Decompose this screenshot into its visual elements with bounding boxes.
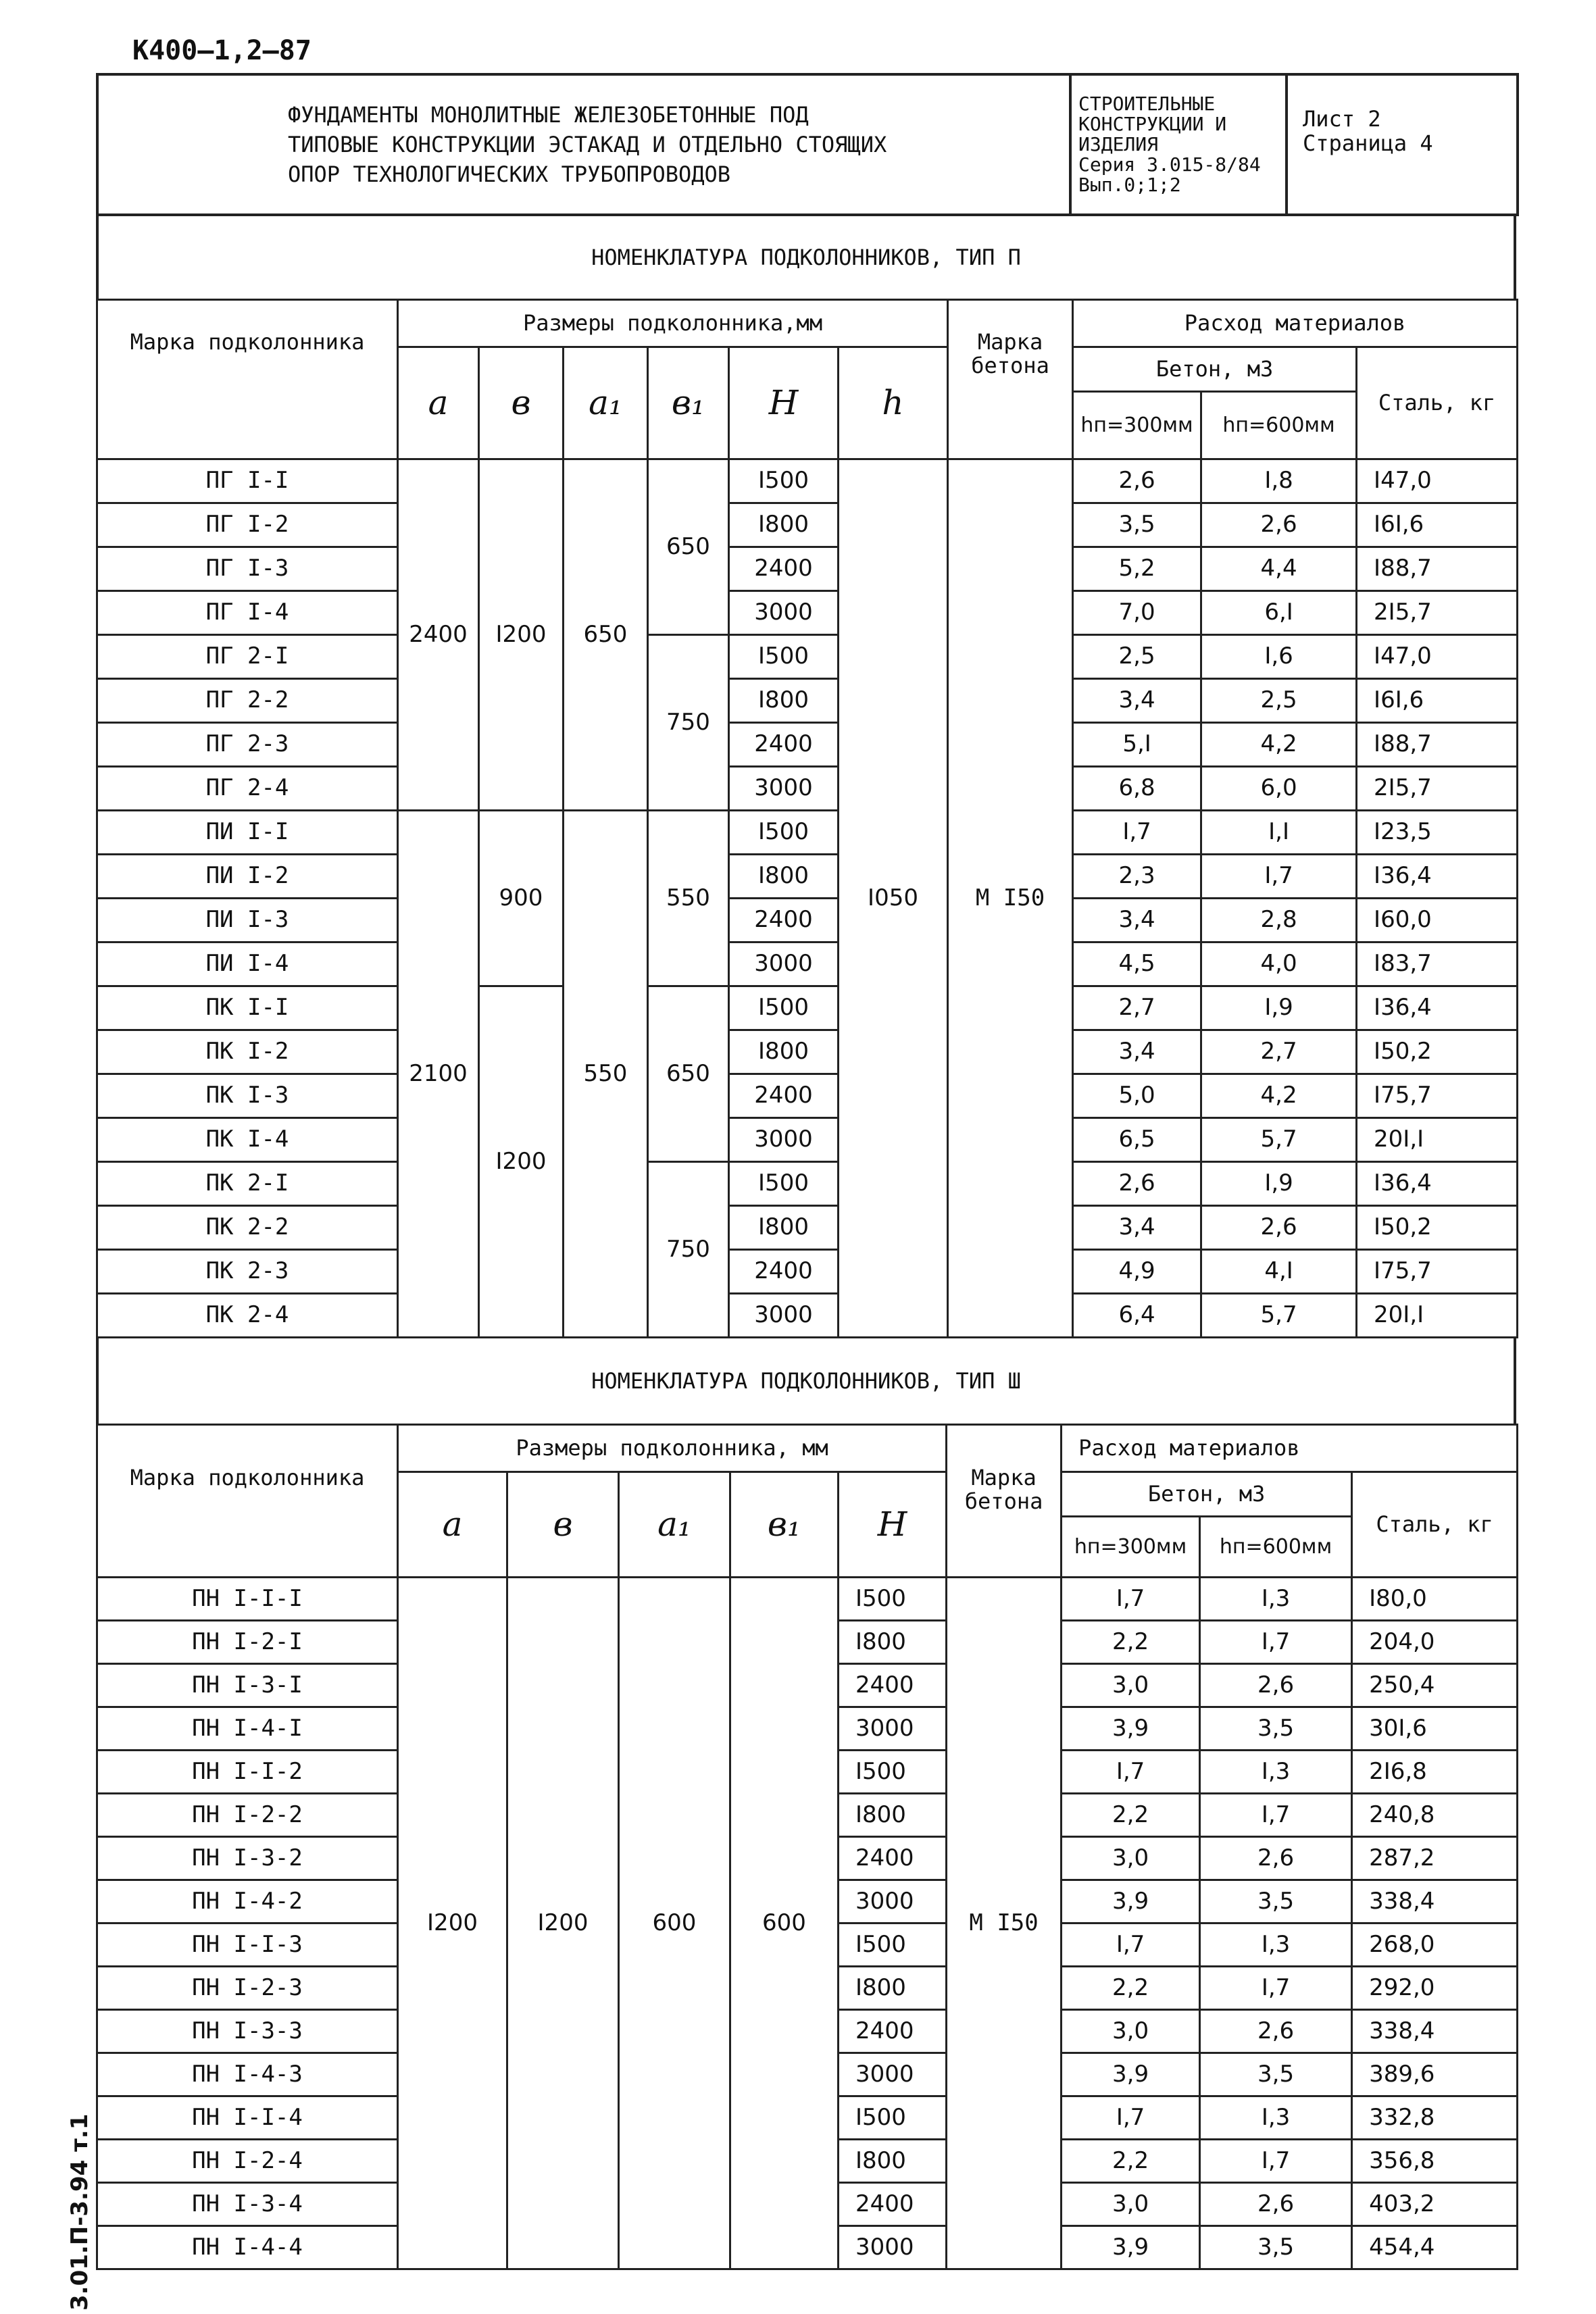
concrete-600-cell: 2,6 [1201, 1206, 1357, 1250]
H-cell: I800 [839, 1967, 947, 2010]
steel-cell: I47,0 [1357, 635, 1518, 679]
mark-cell: ПГ I-I [97, 459, 398, 503]
steel-cell: I6I,6 [1357, 503, 1518, 547]
H-cell: I500 [839, 1923, 947, 1967]
concrete-600-cell: 2,8 [1201, 899, 1357, 942]
concrete-600-cell: 4,2 [1201, 1074, 1357, 1118]
H-cell: I800 [729, 503, 839, 547]
concrete-300-cell: 6,5 [1073, 1118, 1201, 1162]
title-block [96, 73, 1519, 216]
a-cell: I200 [398, 1578, 507, 2269]
concrete-300-cell: 5,2 [1073, 547, 1201, 591]
concrete-300-cell: 4,5 [1073, 942, 1201, 986]
concrete-600-cell: I,7 [1200, 2140, 1352, 2183]
concrete-600-cell: I,7 [1201, 855, 1357, 899]
H-cell: I800 [839, 2140, 947, 2183]
concrete-300-cell: 2,6 [1073, 1162, 1201, 1206]
header-mark: Марка подколонника [97, 1425, 398, 1578]
header-H: H [839, 1472, 947, 1578]
concrete-600-cell: 2,6 [1200, 1837, 1352, 1880]
table-row [97, 942, 1518, 986]
concrete-300-cell: 2,2 [1062, 2140, 1200, 2183]
table-row [97, 635, 1518, 679]
concrete-600-cell: 2,6 [1200, 1664, 1352, 1707]
steel-cell: 338,4 [1352, 2010, 1518, 2053]
concrete-600-cell: I,3 [1200, 1578, 1352, 1621]
mark-cell: ПН I-3-3 [97, 2010, 398, 2053]
mark-cell: ПК 2-3 [97, 1250, 398, 1294]
table-row [97, 547, 1518, 591]
table-row [97, 1294, 1518, 1338]
concrete-600-cell: 6,0 [1201, 767, 1357, 811]
b-cell: 900 [479, 811, 564, 986]
concrete-600-cell: I,7 [1200, 1794, 1352, 1837]
header-beton: Бетон, м3 [1073, 347, 1357, 392]
steel-cell: 403,2 [1352, 2183, 1518, 2226]
concrete-600-cell: I,8 [1201, 459, 1357, 503]
mark-cell: ПН I-2-I [97, 1621, 398, 1664]
header-hp600: hп=600мм [1200, 1517, 1352, 1578]
concrete-300-cell: 3,0 [1062, 1664, 1200, 1707]
steel-cell: I80,0 [1352, 1578, 1518, 1621]
concrete-300-cell: 3,0 [1062, 2010, 1200, 2053]
steel-cell: I47,0 [1357, 459, 1518, 503]
concrete-600-cell: 3,5 [1200, 1880, 1352, 1923]
series-info [1070, 74, 1287, 215]
H-cell: 3000 [729, 942, 839, 986]
H-cell: 2400 [729, 1074, 839, 1118]
concrete-300-cell: 2,2 [1062, 1967, 1200, 2010]
steel-cell: 268,0 [1352, 1923, 1518, 1967]
mark-cell: ПН I-4-3 [97, 2053, 398, 2096]
b1-cell: 750 [648, 635, 729, 811]
H-cell: 2400 [729, 1250, 839, 1294]
b-cell: I200 [507, 1578, 619, 2269]
steel-cell: 2I6,8 [1352, 1751, 1518, 1794]
table-row [97, 1250, 1518, 1294]
header-dimensions: Размеры подколонника, мм [398, 1425, 947, 1472]
concrete-600-cell: 4,2 [1201, 723, 1357, 767]
document-code: К400–1,2–87 [132, 35, 311, 66]
steel-cell: 20I,I [1357, 1118, 1518, 1162]
table-row [97, 679, 1518, 723]
table-row [97, 855, 1518, 899]
concrete-600-cell: 6,I [1201, 591, 1357, 635]
mark-cell: ПГ 2-4 [97, 767, 398, 811]
table-row [97, 1074, 1518, 1118]
mark-cell: ПН I-I-3 [97, 1923, 398, 1967]
nomenclature-table-p [96, 299, 1518, 1338]
concrete-cell: М I50 [948, 459, 1073, 1338]
header-a1: a₁ [619, 1472, 730, 1578]
side-code: 3.01.П-3.94 т.1 [66, 2113, 93, 2311]
concrete-300-cell: I,7 [1062, 1751, 1200, 1794]
concrete-600-cell: 3,5 [1200, 2226, 1352, 2269]
steel-cell: I50,2 [1357, 1030, 1518, 1074]
H-cell: I800 [729, 855, 839, 899]
mark-cell: ПН I-4-I [97, 1707, 398, 1751]
concrete-300-cell: 4,9 [1073, 1250, 1201, 1294]
steel-cell: I50,2 [1357, 1206, 1518, 1250]
b1-cell: 600 [730, 1578, 839, 2269]
steel-cell: 20I,I [1357, 1294, 1518, 1338]
concrete-300-cell: 3,4 [1073, 899, 1201, 942]
H-cell: I500 [729, 459, 839, 503]
concrete-300-cell: 7,0 [1073, 591, 1201, 635]
concrete-300-cell: 2,3 [1073, 855, 1201, 899]
steel-cell: 338,4 [1352, 1880, 1518, 1923]
steel-cell: I6I,6 [1357, 679, 1518, 723]
title-line-3: ОПОР ТЕХНОЛОГИЧЕСКИХ ТРУБОПРОВОДОВ [288, 161, 731, 187]
steel-cell: I83,7 [1357, 942, 1518, 986]
mark-cell: ПН I-4-2 [97, 1880, 398, 1923]
b1-cell: 550 [648, 811, 729, 986]
b1-cell: 750 [648, 1162, 729, 1338]
steel-cell: 250,4 [1352, 1664, 1518, 1707]
header-materials: Расход материалов [1062, 1425, 1518, 1472]
h-cell: I050 [839, 459, 948, 1338]
steel-cell: I36,4 [1357, 986, 1518, 1030]
concrete-600-cell: I,6 [1201, 635, 1357, 679]
mark-cell: ПН I-3-2 [97, 1837, 398, 1880]
H-cell: I800 [839, 1794, 947, 1837]
H-cell: I500 [729, 811, 839, 855]
H-cell: I500 [839, 1578, 947, 1621]
b1-cell: 650 [648, 459, 729, 635]
mark-cell: ПИ I-3 [97, 899, 398, 942]
table-row [97, 1578, 1518, 1621]
header-hp300: hп=300мм [1062, 1517, 1200, 1578]
section-title-p: НОМЕНКЛАТУРА ПОДКОЛОННИКОВ, ТИП П [96, 216, 1516, 299]
mark-cell: ПК 2-I [97, 1162, 398, 1206]
concrete-600-cell: I,7 [1200, 1967, 1352, 2010]
sheet-number: Лист 2 [1303, 106, 1381, 132]
H-cell: 3000 [729, 1118, 839, 1162]
H-cell: 3000 [729, 1294, 839, 1338]
series-line: Вып.0;1;2 [1078, 174, 1181, 196]
b1-cell: 650 [648, 986, 729, 1162]
H-cell: I500 [839, 2096, 947, 2140]
mark-cell: ПК 2-4 [97, 1294, 398, 1338]
concrete-300-cell: 5,I [1073, 723, 1201, 767]
mark-cell: ПГ I-3 [97, 547, 398, 591]
concrete-300-cell: 3,4 [1073, 1206, 1201, 1250]
table-row [97, 1206, 1518, 1250]
mark-cell: ПН I-4-4 [97, 2226, 398, 2269]
header-concrete: Марка бетона [947, 1425, 1062, 1578]
mark-cell: ПГ I-4 [97, 591, 398, 635]
concrete-300-cell: 2,2 [1062, 1621, 1200, 1664]
mark-cell: ПН I-3-I [97, 1664, 398, 1707]
table-row [97, 1118, 1518, 1162]
concrete-300-cell: 2,2 [1062, 1794, 1200, 1837]
concrete-300-cell: 3,4 [1073, 1030, 1201, 1074]
H-cell: 3000 [729, 591, 839, 635]
table-row [97, 723, 1518, 767]
H-cell: 3000 [729, 767, 839, 811]
H-cell: I800 [729, 1030, 839, 1074]
section-title-sh: НОМЕНКЛАТУРА ПОДКОЛОННИКОВ, ТИП Ш [96, 1338, 1516, 1424]
concrete-600-cell: 2,7 [1201, 1030, 1357, 1074]
H-cell: 2400 [839, 2183, 947, 2226]
concrete-600-cell: 5,7 [1201, 1294, 1357, 1338]
concrete-300-cell: 3,0 [1062, 1837, 1200, 1880]
mark-cell: ПК I-3 [97, 1074, 398, 1118]
H-cell: I500 [729, 1162, 839, 1206]
mark-cell: ПН I-2-4 [97, 2140, 398, 2183]
concrete-600-cell: 4,4 [1201, 547, 1357, 591]
concrete-300-cell: 3,9 [1062, 2053, 1200, 2096]
mark-cell: ПН I-I-2 [97, 1751, 398, 1794]
steel-cell: 356,8 [1352, 2140, 1518, 2183]
H-cell: I800 [839, 1621, 947, 1664]
concrete-300-cell: 3,4 [1073, 679, 1201, 723]
page-number: Страница 4 [1303, 130, 1433, 156]
concrete-600-cell: 5,7 [1201, 1118, 1357, 1162]
table-row [97, 986, 1518, 1030]
steel-cell: 287,2 [1352, 1837, 1518, 1880]
H-cell: 2400 [729, 547, 839, 591]
H-cell: 3000 [839, 2053, 947, 2096]
steel-cell: 2I5,7 [1357, 591, 1518, 635]
concrete-600-cell: I,3 [1200, 2096, 1352, 2140]
mark-cell: ПГ 2-2 [97, 679, 398, 723]
concrete-600-cell: 3,5 [1200, 1707, 1352, 1751]
mark-cell: ПГ 2-I [97, 635, 398, 679]
steel-cell: 204,0 [1352, 1621, 1518, 1664]
title-line-2: ТИПОВЫЕ КОНСТРУКЦИИ ЭСТАКАД И ОТДЕЛЬНО СТОЯЩИХ [288, 132, 887, 157]
H-cell: 3000 [839, 2226, 947, 2269]
concrete-300-cell: 3,9 [1062, 2226, 1200, 2269]
steel-cell: 332,8 [1352, 2096, 1518, 2140]
concrete-600-cell: I,I [1201, 811, 1357, 855]
header-steel: Сталь, кг [1357, 347, 1518, 459]
mark-cell: ПК 2-2 [97, 1206, 398, 1250]
concrete-600-cell: 4,I [1201, 1250, 1357, 1294]
concrete-600-cell: I,3 [1200, 1923, 1352, 1967]
concrete-300-cell: I,7 [1073, 811, 1201, 855]
concrete-600-cell: 2,6 [1201, 503, 1357, 547]
mark-cell: ПН I-I-I [97, 1578, 398, 1621]
steel-cell: 389,6 [1352, 2053, 1518, 2096]
sheet-info [1287, 74, 1518, 215]
steel-cell: 2I5,7 [1357, 767, 1518, 811]
mark-cell: ПН I-2-3 [97, 1967, 398, 2010]
mark-cell: ПК I-4 [97, 1118, 398, 1162]
steel-cell: 240,8 [1352, 1794, 1518, 1837]
concrete-300-cell: 2,7 [1073, 986, 1201, 1030]
a-cell: 2100 [398, 811, 479, 1338]
mark-cell: ПИ I-4 [97, 942, 398, 986]
table-row [97, 899, 1518, 942]
concrete-cell: М I50 [947, 1578, 1062, 2269]
header-b: в [479, 347, 564, 459]
steel-cell: I36,4 [1357, 855, 1518, 899]
header-beton: Бетон, м3 [1062, 1472, 1352, 1517]
H-cell: I800 [729, 679, 839, 723]
concrete-600-cell: I,7 [1200, 1621, 1352, 1664]
table-row [97, 591, 1518, 635]
concrete-600-cell: 2,5 [1201, 679, 1357, 723]
concrete-300-cell: 6,8 [1073, 767, 1201, 811]
steel-cell: I88,7 [1357, 723, 1518, 767]
table-row [97, 811, 1518, 855]
series-line: Серия 3.015-8/84 [1078, 153, 1261, 176]
header-a1: a₁ [564, 347, 648, 459]
header-dimensions: Размеры подколонника,мм [398, 300, 948, 347]
H-cell: 2400 [729, 899, 839, 942]
H-cell: I800 [729, 1206, 839, 1250]
header-a: a [398, 1472, 507, 1578]
header-hp300: hп=300мм [1073, 392, 1201, 459]
steel-cell: I23,5 [1357, 811, 1518, 855]
table-row [97, 503, 1518, 547]
concrete-300-cell: 5,0 [1073, 1074, 1201, 1118]
table-row [97, 1162, 1518, 1206]
H-cell: 2400 [839, 2010, 947, 2053]
header-b1: в₁ [648, 347, 729, 459]
steel-cell: I88,7 [1357, 547, 1518, 591]
H-cell: I500 [839, 1751, 947, 1794]
H-cell: 2400 [839, 1837, 947, 1880]
concrete-300-cell: 3,9 [1062, 1880, 1200, 1923]
mark-cell: ПН I-3-4 [97, 2183, 398, 2226]
mark-cell: ПК I-2 [97, 1030, 398, 1074]
series-line: СТРОИТЕЛЬНЫЕ [1078, 93, 1216, 115]
H-cell: I500 [729, 986, 839, 1030]
mark-cell: ПИ I-I [97, 811, 398, 855]
steel-cell: I36,4 [1357, 1162, 1518, 1206]
header-concrete: Марка бетона [948, 300, 1073, 459]
table-row [97, 459, 1518, 503]
concrete-600-cell: 2,6 [1200, 2183, 1352, 2226]
H-cell: 2400 [839, 1664, 947, 1707]
series-line: ИЗДЕЛИЯ [1078, 133, 1159, 155]
mark-cell: ПИ I-2 [97, 855, 398, 899]
H-cell: 3000 [839, 1880, 947, 1923]
a-cell: 2400 [398, 459, 479, 811]
header-steel: Сталь, кг [1352, 1472, 1518, 1578]
concrete-600-cell: 4,0 [1201, 942, 1357, 986]
H-cell: 2400 [729, 723, 839, 767]
header-h: h [839, 347, 948, 459]
series-line: КОНСТРУКЦИИ И [1078, 113, 1227, 135]
mark-cell: ПН I-I-4 [97, 2096, 398, 2140]
steel-cell: I75,7 [1357, 1074, 1518, 1118]
concrete-600-cell: I,9 [1201, 1162, 1357, 1206]
H-cell: 3000 [839, 1707, 947, 1751]
concrete-600-cell: I,9 [1201, 986, 1357, 1030]
nomenclature-table-sh [96, 1424, 1518, 2270]
steel-cell: 454,4 [1352, 2226, 1518, 2269]
concrete-300-cell: I,7 [1062, 1923, 1200, 1967]
header-materials: Расход материалов [1073, 300, 1518, 347]
concrete-300-cell: I,7 [1062, 1578, 1200, 1621]
concrete-300-cell: 3,9 [1062, 1707, 1200, 1751]
title-line-1: ФУНДАМЕНТЫ МОНОЛИТНЫЕ ЖЕЛЕЗОБЕТОННЫЕ ПОД [288, 102, 809, 128]
table-row [97, 767, 1518, 811]
a1-cell: 600 [619, 1578, 730, 2269]
b-cell: I200 [479, 459, 564, 811]
header-H: H [729, 347, 839, 459]
concrete-600-cell: I,3 [1200, 1751, 1352, 1794]
a1-cell: 650 [564, 459, 648, 811]
header-b: в [507, 1472, 619, 1578]
concrete-300-cell: 3,0 [1062, 2183, 1200, 2226]
concrete-300-cell: 6,4 [1073, 1294, 1201, 1338]
table-row [97, 1030, 1518, 1074]
mark-cell: ПК I-I [97, 986, 398, 1030]
concrete-600-cell: 2,6 [1200, 2010, 1352, 2053]
header-mark: Марка подколонника [97, 300, 398, 459]
mark-cell: ПН I-2-2 [97, 1794, 398, 1837]
H-cell: I500 [729, 635, 839, 679]
concrete-300-cell: 2,6 [1073, 459, 1201, 503]
concrete-300-cell: I,7 [1062, 2096, 1200, 2140]
steel-cell: I75,7 [1357, 1250, 1518, 1294]
concrete-600-cell: 3,5 [1200, 2053, 1352, 2096]
a1-cell: 550 [564, 811, 648, 1338]
steel-cell: 30I,6 [1352, 1707, 1518, 1751]
b-cell: I200 [479, 986, 564, 1338]
header-a: a [398, 347, 479, 459]
header-b1: в₁ [730, 1472, 839, 1578]
mark-cell: ПГ 2-3 [97, 723, 398, 767]
concrete-300-cell: 3,5 [1073, 503, 1201, 547]
document-title [97, 74, 1070, 215]
steel-cell: 292,0 [1352, 1967, 1518, 2010]
concrete-300-cell: 2,5 [1073, 635, 1201, 679]
steel-cell: I60,0 [1357, 899, 1518, 942]
mark-cell: ПГ I-2 [97, 503, 398, 547]
header-hp600: hп=600мм [1201, 392, 1357, 459]
